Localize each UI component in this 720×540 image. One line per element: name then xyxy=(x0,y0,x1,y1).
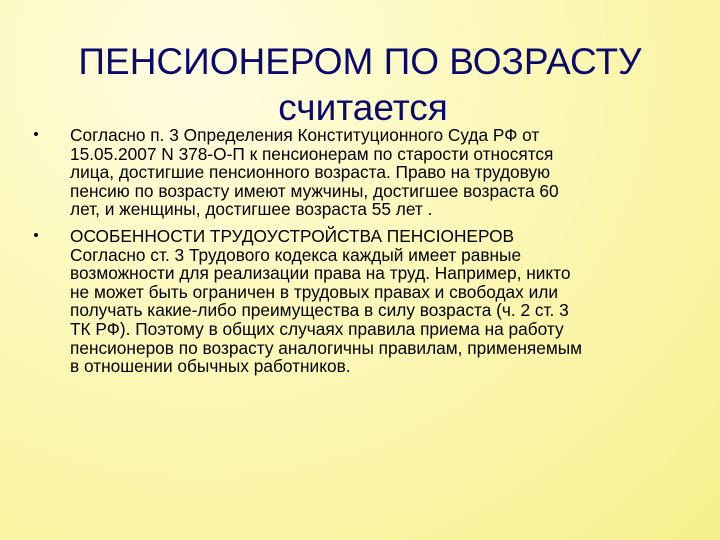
bullet-text-line: ТК РФ). Поэтому в общих случаях правила приема на работу xyxy=(70,318,564,339)
bullet-text-line: в отношении обычных работников. xyxy=(70,356,351,377)
bullet-text-line: не может быть ограничен в трудовых правах и свободах или xyxy=(70,281,558,302)
bullet-text-line: пенсию по возрасту имеют мужчины, достигшее возраста 60 xyxy=(70,180,559,201)
title-line-2: считается xyxy=(278,86,448,128)
bullet-list xyxy=(28,126,668,384)
slide-title xyxy=(0,39,720,131)
bullet-text-line: 15.05.2007 N 378-О-П к пенсионерам по старости относятся xyxy=(70,143,554,164)
bullet-text-line: пенсионеров по возрасту аналогичны правилам, применяемым xyxy=(70,337,583,358)
bullet-item-age-definition xyxy=(28,126,668,219)
bullet-text-line: Согласно п. 3 Определения Конституционного Суда РФ от xyxy=(70,125,540,145)
bullet-text-line: лица, достигшие пенсионного возраста. Право на трудовую xyxy=(70,162,551,183)
title-line-1: ПЕНСИОНЕРОМ ПО ВОЗРАСТУ xyxy=(78,40,642,82)
bullet-text-line: лет, и женщины, достигшее возраста 55 лет . xyxy=(70,199,433,220)
bullet-text-line: возможности для реализации права на труд. Например, никто xyxy=(70,263,571,284)
bullet-icon: • xyxy=(33,126,39,143)
bullet-text-line: получать какие-либо преимущества в силу возраста (ч. 2 ст. 3 xyxy=(70,300,569,321)
bullet-heading-line: ОСОБЕННОСТИ ТРУДОУСТРОЙСТВА ПЕНСIОНЕРОВ xyxy=(70,225,515,246)
bullet-text-line: Согласно ст. 3 Трудового кодекса каждый имеет равные xyxy=(70,244,522,265)
bullet-icon: • xyxy=(33,226,39,244)
bullet-item-employment-features xyxy=(28,227,668,376)
